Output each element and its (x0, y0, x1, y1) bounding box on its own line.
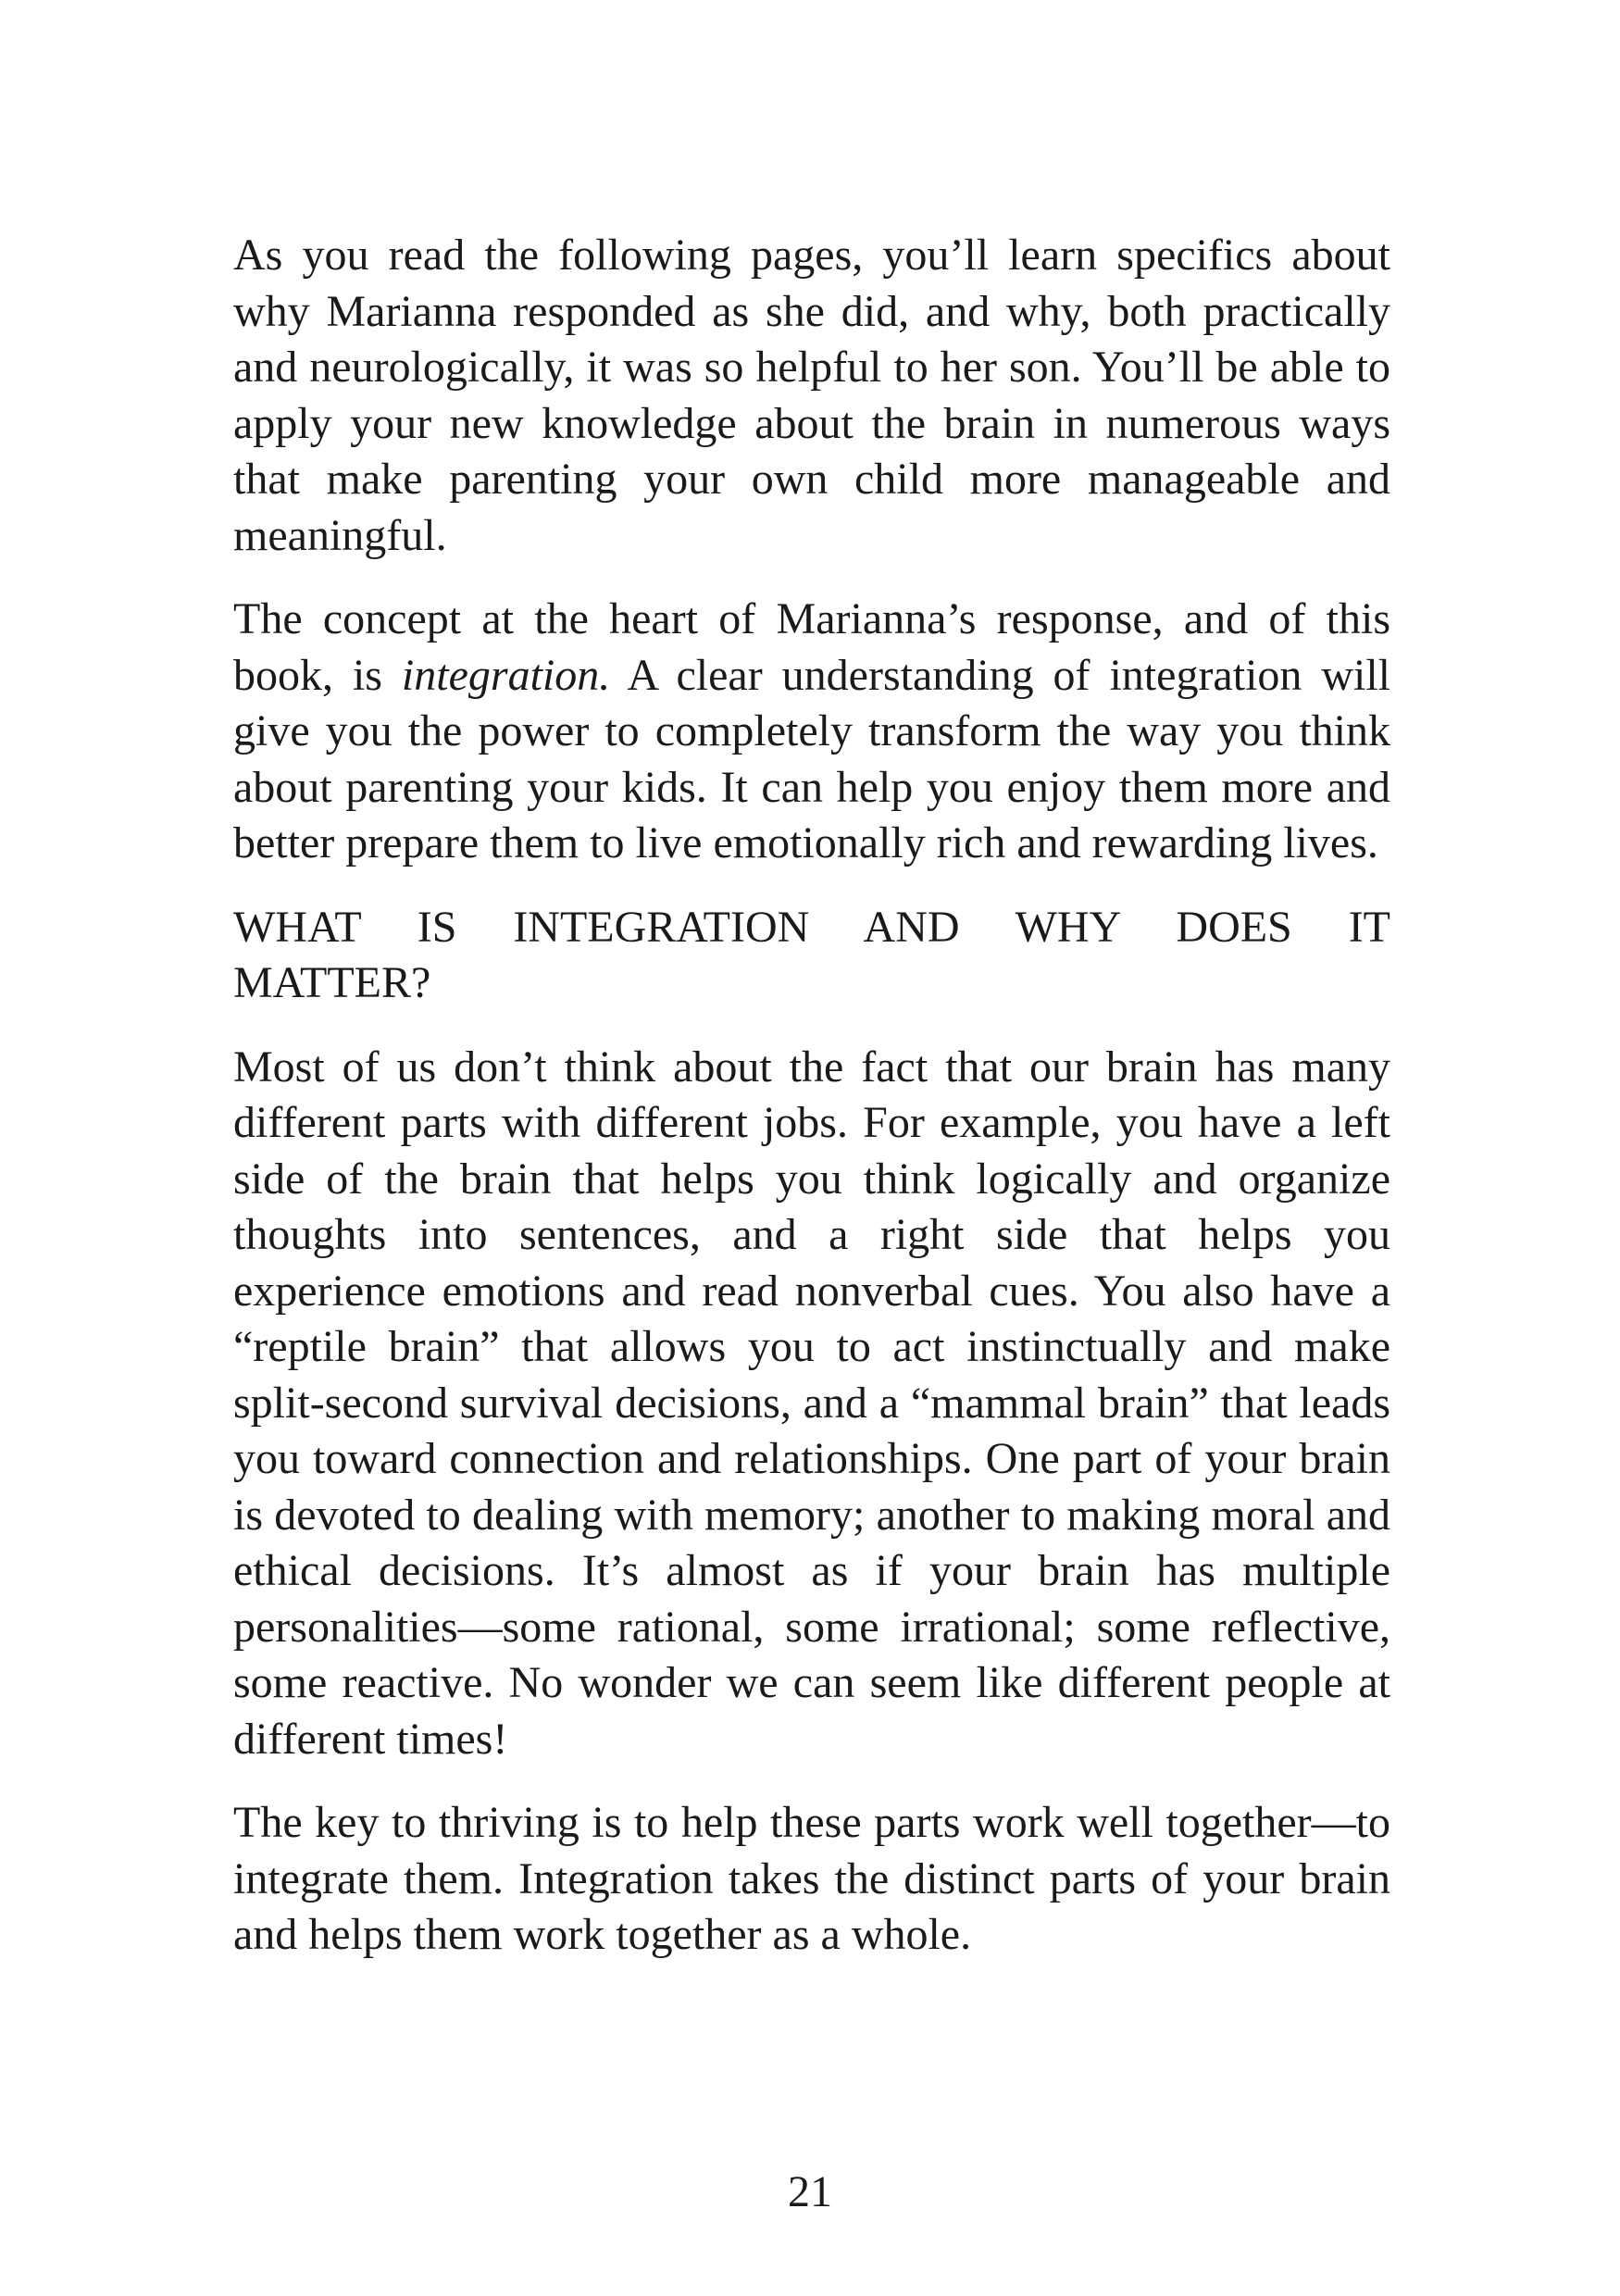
integration-emphasis: integration. (401, 650, 611, 700)
section-heading-line2: MATTER? (233, 958, 431, 1007)
paragraph-integration-concept (233, 592, 1390, 872)
paragraph-key-to-thriving: The key to thriving is to help these parts work well together—to integrate them. Integration takes the distinct parts of your brain and helps them work together as a whole. (233, 1798, 1390, 1959)
paragraph-integration-concept-start: The concept at the heart of Marianna’s response, and of this book, is (233, 594, 1390, 700)
page-number: 21 (788, 2167, 832, 2216)
section-heading (233, 900, 1390, 1012)
paragraph-integration-concept-end: A clear understanding of integration will give you the power to completely transform the way you think about parenting your kids. It can help you enjoy them more and better prepare them to live emotionally rich and rewarding lives. (233, 650, 1391, 867)
body-text (233, 228, 1390, 1991)
paragraph-intro: As you read the following pages, you’ll learn specifics about why Marianna responded as she did, and why, both practically and neurologically, it was so helpful to her son. You’ll be able to apply your new knowledge about the brain in numerous ways that make parenting your own child more manageable and meaningful. (233, 231, 1390, 560)
paragraph-brain-parts: Most of us don’t think about the fact that our brain has many different parts with different jobs. For example, you have a left side of the brain that helps you think logically and organize thoughts into sentences, and a right side that helps you experience emotions and read nonverbal cues. You also have a “reptile brain” that allows you to act instinctually and make split-second survival decisions, and a “mammal brain” that leads you toward connection and relationships. One part of your brain is devoted to dealing with memory; another to making moral and ethical decisions. It’s almost as if your brain has multiple personalities—some rational, some irrational; some reflective, some reactive. No wonder we can seem like different people at different times! (233, 1042, 1390, 1764)
section-heading-line1: WHAT IS INTEGRATION AND WHY DOES IT (233, 902, 1390, 952)
